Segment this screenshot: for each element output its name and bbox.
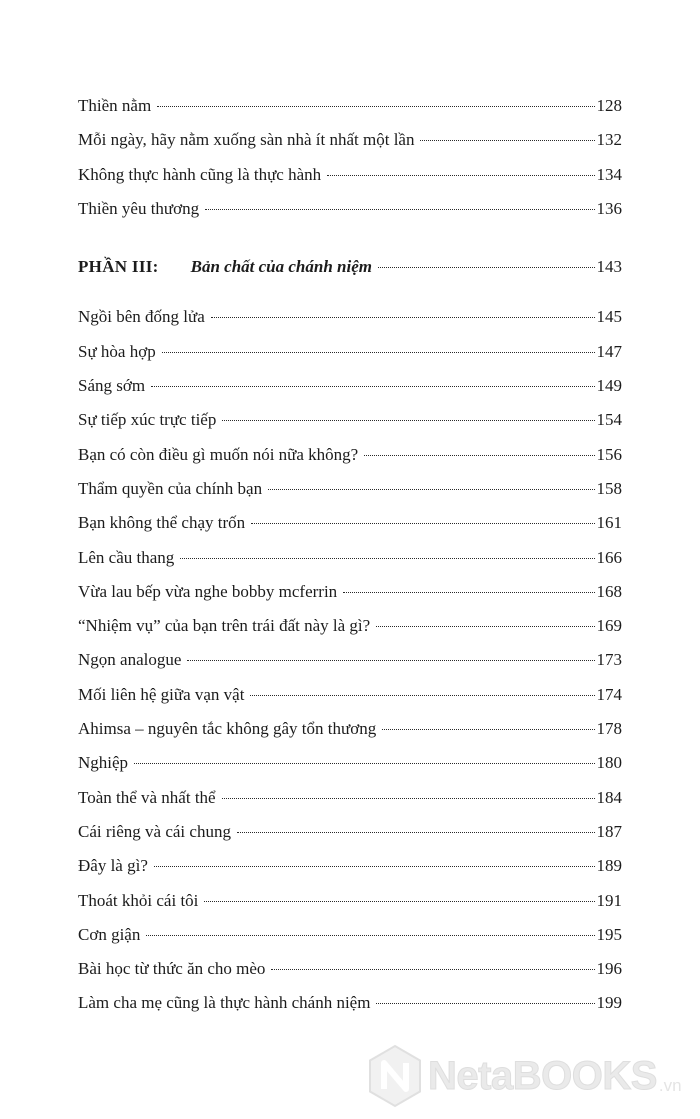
table-of-contents: [78, 96, 622, 1028]
toc-entry: [78, 616, 622, 650]
toc-entry-title: Thiền yêu thương: [78, 198, 200, 218]
toc-entry-title: Lên cầu thang: [78, 547, 175, 567]
part-title: Bản chất của chánh niệm: [190, 257, 372, 277]
toc-entry: [78, 96, 622, 130]
toc-entry-title: Thiền nằm: [78, 96, 152, 115]
toc-entry-page: 147: [596, 341, 622, 361]
toc-entry: [78, 650, 622, 684]
dot-leader: [151, 386, 594, 387]
toc-entry: [78, 199, 622, 233]
toc-entry-page: 156: [596, 444, 622, 464]
toc-entry-title: Cơn giận: [78, 924, 141, 944]
toc-entry-page: 180: [596, 753, 622, 773]
toc-entry-page: 132: [596, 130, 622, 150]
toc-entry-page: 199: [596, 993, 622, 1013]
toc-entry-title: Bạn có còn điều gì muốn nói nữa không?: [78, 444, 359, 464]
toc-entry-page: 187: [596, 821, 622, 841]
dot-leader: [271, 969, 594, 970]
watermark: [366, 1040, 686, 1112]
dot-leader: [251, 523, 594, 524]
toc-entry: [78, 513, 622, 547]
spacer: [78, 233, 622, 257]
toc-entry: [78, 548, 622, 582]
toc-entry-title: “Nhiệm vụ” của bạn trên trái đất này là gì?: [78, 616, 371, 636]
toc-entry-page: 149: [596, 376, 622, 396]
toc-entry-title: Làm cha mẹ cũng là thực hành chánh niệm: [78, 993, 371, 1013]
toc-entry: [78, 856, 622, 890]
toc-entry-title: Mỗi ngày, hãy nằm xuống sàn nhà ít nhất một lần: [78, 130, 415, 150]
toc-entry: [78, 788, 622, 822]
toc-entry-page: 184: [596, 787, 622, 807]
dot-leader: [376, 626, 594, 627]
dot-leader: [376, 1003, 594, 1004]
dot-leader: [237, 832, 595, 833]
watermark-text: NetaBOOKS: [428, 1053, 657, 1098]
dot-leader: [268, 489, 594, 490]
toc-entry: [78, 582, 622, 616]
toc-entry-title: Thoát khỏi cái tôi: [78, 890, 199, 910]
dot-leader: [222, 420, 594, 421]
dot-leader: [157, 106, 594, 107]
toc-entry-page: 158: [596, 478, 622, 498]
toc-entry: [78, 342, 622, 376]
toc-entry-page: 154: [596, 410, 622, 430]
toc-entry-title: Vừa lau bếp vừa nghe bobby mcferrin: [78, 581, 338, 601]
toc-entry-page: 161: [596, 513, 622, 533]
dot-leader: [205, 209, 594, 210]
toc-entry: [78, 445, 622, 479]
toc-entry-title: Sự tiếp xúc trực tiếp: [78, 410, 217, 430]
netabooks-logo-icon: [366, 1043, 424, 1109]
dot-leader: [154, 866, 595, 867]
toc-entry-title: Sự hòa hợp: [78, 341, 156, 361]
toc-entry-page: 143: [596, 257, 622, 277]
toc-entry-page: 168: [596, 581, 622, 601]
toc-entry: [78, 130, 622, 164]
dot-leader: [146, 935, 594, 936]
dot-leader: [327, 175, 594, 176]
dot-leader: [250, 695, 594, 696]
spacer: [78, 291, 622, 307]
watermark-suffix: .vn: [658, 1076, 682, 1095]
dot-leader: [162, 352, 595, 353]
toc-entry-title: Mối liên hệ giữa vạn vật: [78, 684, 245, 704]
toc-entry-page: 173: [596, 650, 622, 670]
toc-entry-title: Đây là gì?: [78, 856, 148, 876]
toc-entry: [78, 479, 622, 513]
toc-entry-page: 145: [596, 307, 622, 327]
toc-part-heading: [78, 257, 622, 291]
toc-entry: [78, 925, 622, 959]
toc-entry-page: 178: [596, 719, 622, 739]
toc-entry-page: 196: [596, 959, 622, 979]
toc-entry-page: 195: [596, 924, 622, 944]
dot-leader: [222, 798, 595, 799]
dot-leader: [187, 660, 594, 661]
toc-entry: [78, 993, 622, 1027]
toc-entry: [78, 410, 622, 444]
toc-entry: [78, 307, 622, 341]
toc-entry-title: Ahimsa – nguyên tắc không gây tổn thương: [78, 719, 377, 739]
toc-entry: [78, 891, 622, 925]
part-label: PHẦN III:: [78, 257, 159, 277]
toc-entry: [78, 959, 622, 993]
toc-entry-title: Thẩm quyền của chính bạn: [78, 478, 263, 498]
dot-leader: [378, 267, 595, 268]
toc-entry-page: 128: [596, 96, 622, 115]
toc-entry-page: 136: [596, 198, 622, 218]
toc-entry-title: Nghiệp: [78, 753, 129, 773]
dot-leader: [180, 558, 594, 559]
toc-entry-title: Cái riêng và cái chung: [78, 821, 231, 841]
toc-entry-title: Sáng sớm: [78, 376, 146, 396]
toc-entry-page: 189: [596, 856, 622, 876]
dot-leader: [343, 592, 594, 593]
toc-entry-title: Ngọn analogue: [78, 650, 182, 670]
dot-leader: [211, 317, 595, 318]
dot-leader: [364, 455, 594, 456]
toc-entry-page: 174: [596, 684, 622, 704]
toc-entry-page: 191: [596, 890, 622, 910]
toc-entry-title: Bài học từ thức ăn cho mèo: [78, 959, 266, 979]
toc-entry-title: Toàn thể và nhất thể: [78, 787, 216, 807]
toc-entry: [78, 165, 622, 199]
toc-entry-title: Ngồi bên đống lửa: [78, 307, 205, 327]
toc-entry: [78, 376, 622, 410]
toc-entry-title: Bạn không thể chạy trốn: [78, 513, 246, 533]
toc-entry-page: 169: [596, 616, 622, 636]
dot-leader: [204, 901, 594, 902]
toc-entry-page: 166: [596, 547, 622, 567]
toc-entry: [78, 685, 622, 719]
dot-leader: [420, 140, 594, 141]
toc-entry: [78, 753, 622, 787]
toc-entry-title: Không thực hành cũng là thực hành: [78, 164, 322, 184]
toc-entry: [78, 719, 622, 753]
dot-leader: [382, 729, 594, 730]
dot-leader: [134, 763, 594, 764]
toc-entry-page: 134: [596, 164, 622, 184]
toc-entry: [78, 822, 622, 856]
